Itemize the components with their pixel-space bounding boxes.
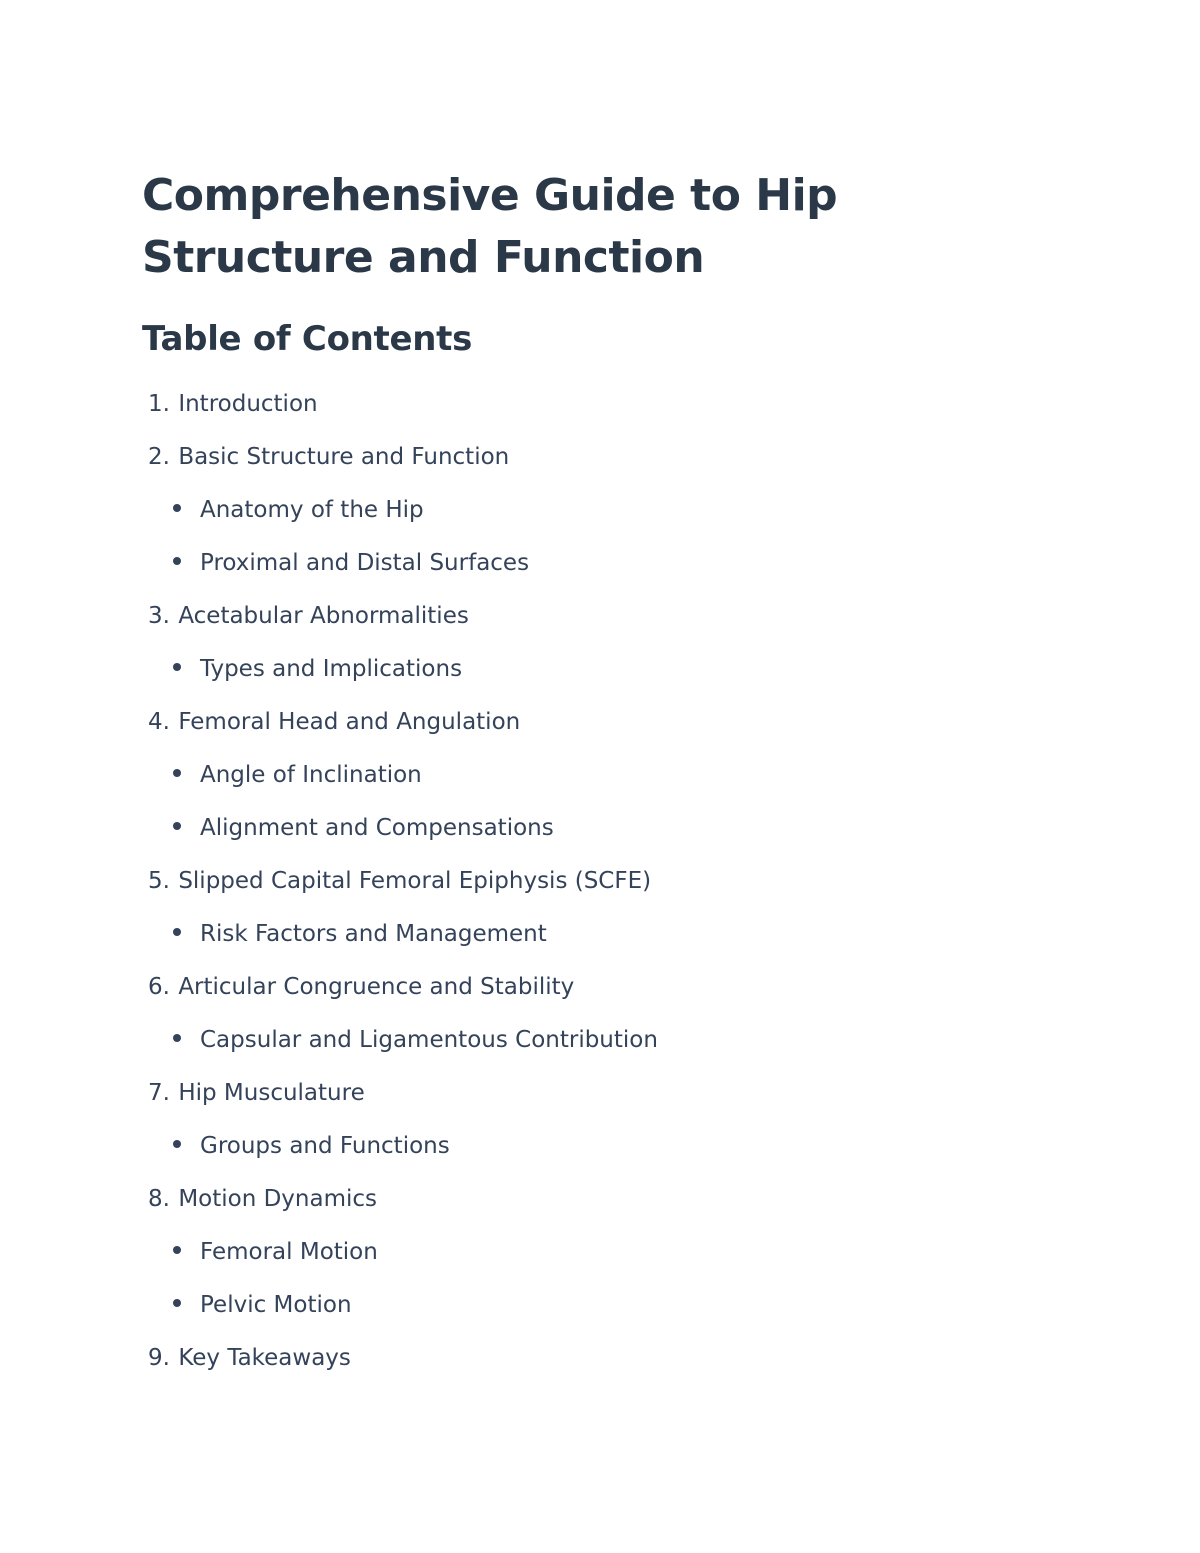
toc-subentry-label: Femoral Motion (200, 1239, 378, 1265)
toc-item (142, 1184, 1062, 1343)
toc-entry-label: Hip Musculature (178, 1080, 365, 1106)
toc-sublist (142, 919, 1062, 972)
toc-entry[interactable] (142, 1078, 1062, 1131)
toc-subentry-label: Proximal and Distal Surfaces (200, 550, 530, 576)
toc-entry-label: Key Takeaways (178, 1345, 351, 1371)
toc-entry-number: 4. (148, 709, 170, 735)
toc-sublist (142, 1237, 1062, 1343)
toc-subentry[interactable] (142, 760, 1062, 813)
toc-subentry-label: Angle of Inclination (200, 762, 422, 788)
toc-subentry-label: Capsular and Ligamentous Contribution (200, 1027, 658, 1053)
table-of-contents (142, 389, 1062, 1396)
toc-subentry-label: Types and Implications (200, 656, 463, 682)
toc-entry[interactable] (142, 1184, 1062, 1237)
toc-subentry-label: Risk Factors and Management (200, 921, 547, 947)
toc-entry[interactable] (142, 389, 1062, 442)
toc-entry[interactable] (142, 707, 1062, 760)
toc-entry-label: Basic Structure and Function (178, 444, 510, 470)
toc-entry[interactable] (142, 442, 1062, 495)
toc-item (142, 601, 1062, 707)
toc-subentry[interactable] (142, 813, 1062, 866)
toc-subentry[interactable] (142, 1237, 1062, 1290)
toc-item (142, 389, 1062, 442)
toc-entry-number: 7. (148, 1080, 170, 1106)
toc-subentry[interactable] (142, 1290, 1062, 1343)
toc-item (142, 866, 1062, 972)
toc-item (142, 1343, 1062, 1396)
toc-item (142, 442, 1062, 601)
toc-entry-label: Articular Congruence and Stability (178, 974, 575, 1000)
toc-entry-label: Femoral Head and Angulation (178, 709, 521, 735)
toc-entry-label: Acetabular Abnormalities (178, 603, 469, 629)
toc-subentry[interactable] (142, 654, 1062, 707)
toc-sublist (142, 760, 1062, 866)
toc-subentry[interactable] (142, 548, 1062, 601)
toc-entry-label: Introduction (178, 391, 318, 417)
toc-entry-number: 9. (148, 1345, 170, 1371)
toc-subentry[interactable] (142, 495, 1062, 548)
toc-subentry-label: Groups and Functions (200, 1133, 450, 1159)
toc-entry[interactable] (142, 601, 1062, 654)
toc-sublist (142, 1131, 1062, 1184)
toc-subentry[interactable] (142, 1025, 1062, 1078)
toc-entry-number: 5. (148, 868, 170, 894)
toc-subentry[interactable] (142, 919, 1062, 972)
toc-item (142, 1078, 1062, 1184)
toc-item (142, 707, 1062, 866)
toc-subentry[interactable] (142, 1131, 1062, 1184)
toc-subentry-label: Pelvic Motion (200, 1292, 352, 1318)
toc-entry-number: 8. (148, 1186, 170, 1212)
toc-entry-label: Motion Dynamics (178, 1186, 378, 1212)
toc-sublist (142, 654, 1062, 707)
toc-entry-label: Slipped Capital Femoral Epiphysis (SCFE) (178, 868, 652, 894)
toc-entry-number: 2. (148, 444, 170, 470)
document-title: Comprehensive Guide to Hip Structure and Function (142, 170, 838, 283)
toc-item (142, 972, 1062, 1078)
toc-entry-number: 6. (148, 974, 170, 1000)
toc-heading: Table of Contents (142, 319, 473, 359)
toc-subentry-label: Anatomy of the Hip (200, 497, 424, 523)
toc-entry[interactable] (142, 972, 1062, 1025)
document-page (142, 165, 1062, 1396)
toc-entry-number: 3. (148, 603, 170, 629)
toc-entry[interactable] (142, 866, 1062, 919)
toc-subentry-label: Alignment and Compensations (200, 815, 554, 841)
toc-sublist (142, 495, 1062, 601)
toc-sublist (142, 1025, 1062, 1078)
toc-entry-number: 1. (148, 391, 170, 417)
toc-entry[interactable] (142, 1343, 1062, 1396)
